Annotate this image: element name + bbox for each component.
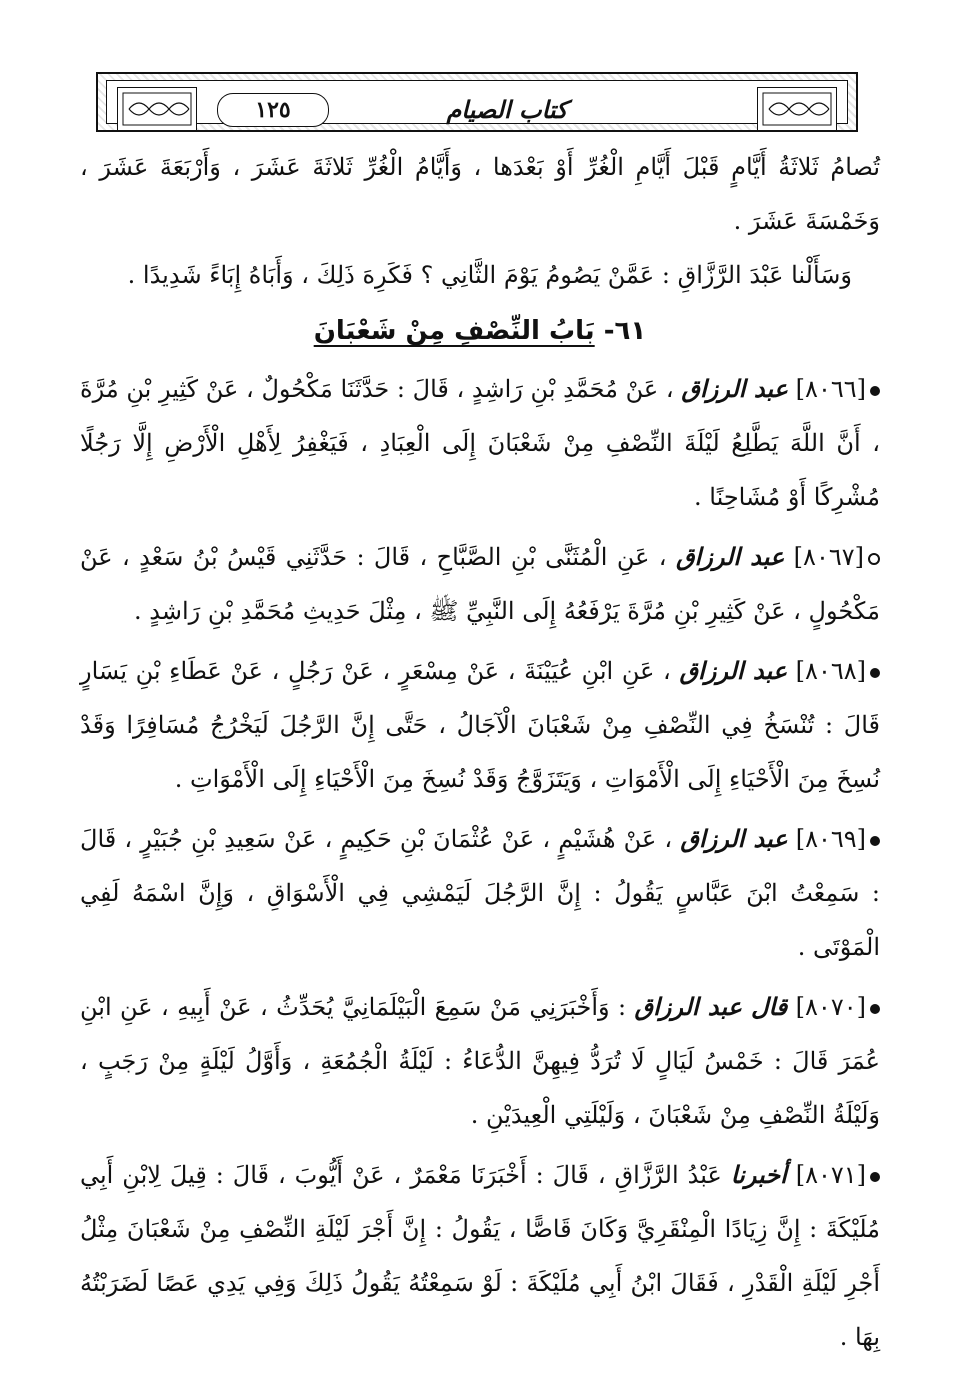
hadith-source: قال عبد الرزاق (634, 992, 788, 1021)
hadith-text: ، عَنْ مُحَمَّدِ بْنِ رَاشِدٍ ، قَالَ : حَدَّثَنَا مَكْحُولٌ ، عَنْ كَثِيرِ بْنِ مُرَّةَ ، أَنَّ اللَّهَ يَطَّلِعُ لَيْلَةَ النِّصْفِ مِنْ شَعْبَانَ إِلَى الْعِبَادِ ، فَيَغْفِرُ لِأَهْلِ الْأَرْضِ إِلَّا رَجُلًا مُشْرِكًا أَوْ مُشَاحِنًا . (80, 375, 880, 511)
hadith-entry (80, 1148, 880, 1364)
running-title: كتاب الصيام (446, 94, 568, 124)
hadith-text: ، عَنِ ابْنِ عُيَيْنَةَ ، عَنْ مِسْعَرٍ ، عَنْ رَجُلٍ ، عَنْ عَطَاءِ بْنِ يَسَارٍ قَالَ : تُنْسَخُ فِي النِّصْفِ مِنْ شَعْبَانَ الْآجَالُ ، حَتَّى إِنَّ الرَّجُلَ لَيَخْرُجُ مُسَافِرًا وَقَدْ نُسِخَ مِنَ الْأَحْيَاءِ إِلَى الْأَمْوَاتِ ، وَيَتَزَوَّجُ وَقَدْ نُسِخَ مِنَ الْأَحْيَاءِ إِلَى الْأَمْوَاتِ . (80, 657, 880, 793)
chapter-heading (80, 304, 880, 358)
bullet-dot-icon (870, 386, 880, 396)
hadith-source: عبد الرزاق (680, 824, 788, 853)
bullet-dot-icon (870, 1004, 880, 1014)
hadith-text: ، عَنْ هُشَيْمٍ ، عَنْ عُثْمَانَ بْنِ حَكِيمٍ ، عَنْ سَعِيدِ بْنِ جُبَيْرٍ ، قَالَ : سَمِعْتُ ابْنَ عَبَّاسٍ يَقُولُ : إِنَّ الرَّجُلَ لَيَمْشِي فِي الْأَسْوَاقِ ، وَإِنَّ اسْمَهُ لَفِي الْمَوْتَى . (80, 825, 881, 961)
hadith-number: [٨٠٧٠] (795, 993, 866, 1021)
bullet-dot-icon (870, 1172, 880, 1182)
hadith-text: عَبْدُ الرَّزَّاقِ ، قَالَ : أَخْبَرَنَا مَعْمَرٌ ، عَنْ أَيُّوبَ ، قَالَ : قِيلَ لِابْنِ أَبِي مُلَيْكَةَ : إِنَّ زِيَادًا الْمِنْقَرِيَّ وَكَانَ قَاصًّا ، يَقُولُ : إِنَّ أَجْرَ لَيْلَةِ النِّصْفِ مِنْ شَعْبَانَ مِثْلُ أَجْرِ لَيْلَةِ الْقَدْرِ ، فَقَالَ ابْنُ أَبِي مُلَيْكَةَ : لَوْ سَمِعْتُهُ يَقُولُ ذَلِكَ وَفِي يَدِي عَصًا لَضَرَبْتُهُ بِهَا . (80, 1161, 880, 1351)
hadith-source: أخبرنا (730, 1160, 787, 1189)
ornament-left-icon (117, 87, 197, 131)
hadith-text: : وَأَخْبَرَنِي مَنْ سَمِعَ الْبَيْلَمَانِيَّ يُحَدِّثُ ، عَنْ أَبِيهِ ، عَنِ ابْنِ عُمَرَ قَالَ : خَمْسُ لَيَالٍ لَا تُرَدُّ فِيهِنَّ الدُّعَاءُ : لَيْلَةُ الْجُمُعَةِ ، وَأَوَّلُ لَيْلَةٍ مِنْ رَجَبٍ ، وَلَيْلَةُ النِّصْفِ مِنْ شَعْبَانَ ، وَلَيْلَتِي الْعِيدَيْنِ . (80, 993, 880, 1129)
hadith-number: [٨٠٦٨] (795, 657, 866, 685)
chapter-title: بَابُ النِّصْفِ مِنْ شَعْبَانَ (313, 316, 595, 346)
hadith-source: عبد الرزاق (675, 542, 785, 571)
hadith-entry (80, 530, 880, 638)
chapter-number: ٦١- (603, 316, 647, 346)
bullet-dot-icon (870, 836, 880, 846)
page-body (80, 140, 880, 1370)
header-frame (106, 80, 848, 124)
intro-paragraph-1: تُصامُ ثَلاثَةُ أَيَّامٍ قَبْلَ أَيَّامِ الْغُرِّ أَوْ بَعْدَها ، وَأَيَّامُ الْغُرِّ ثَلاثَةَ عَشَرَ ، وَأَرْبَعَةَ عَشَرَ ، وَخَمْسَةَ عَشَرَ . (80, 153, 880, 235)
hadith-source: عبد الرزاق (679, 656, 788, 685)
page-header (96, 72, 858, 132)
ornament-right-icon (757, 87, 837, 131)
hadith-number: [٨٠٦٩] (795, 825, 866, 853)
hadith-entry (80, 362, 880, 524)
intro-paragraph-2: وَسَأَلْنا عَبْدَ الرَّزَّاقِ : عَمَّنْ يَصُومُ يَوْمَ الثَّانِي ؟ فَكَرِهَ ذَلِكَ ، وَأَبَاهُ إِبَاءً شَدِيدًا . (127, 261, 852, 289)
hadith-number: [٨٠٦٦] (795, 375, 866, 403)
hadith-number: [٨٠٦٧] (793, 543, 864, 571)
hadith-entry (80, 812, 880, 974)
bullet-dot-icon (870, 668, 880, 678)
hadith-text: ، عَنِ الْمُثَنَّى بْنِ الصَّبَّاحِ ، قَالَ : حَدَّثَنِي قَيْسُ بْنُ سَعْدٍ ، عَنْ مَكْحُولٍ ، عَنْ كَثِيرِ بْنِ مُرَّةَ يَرْفَعُهُ إِلَى النَّبِيِّ ﷺ ، مِثْلَ حَدِيثِ مُحَمَّدِ بْنِ رَاشِدٍ . (80, 543, 880, 625)
hadith-number: [٨٠٧١] (795, 1161, 867, 1189)
bullet-ring-icon (868, 553, 880, 565)
hadith-entry (80, 980, 880, 1142)
hadith-source: عبد الرزاق (681, 374, 788, 403)
hadith-entry (80, 644, 880, 806)
page-number: ١٢٥ (217, 93, 329, 127)
